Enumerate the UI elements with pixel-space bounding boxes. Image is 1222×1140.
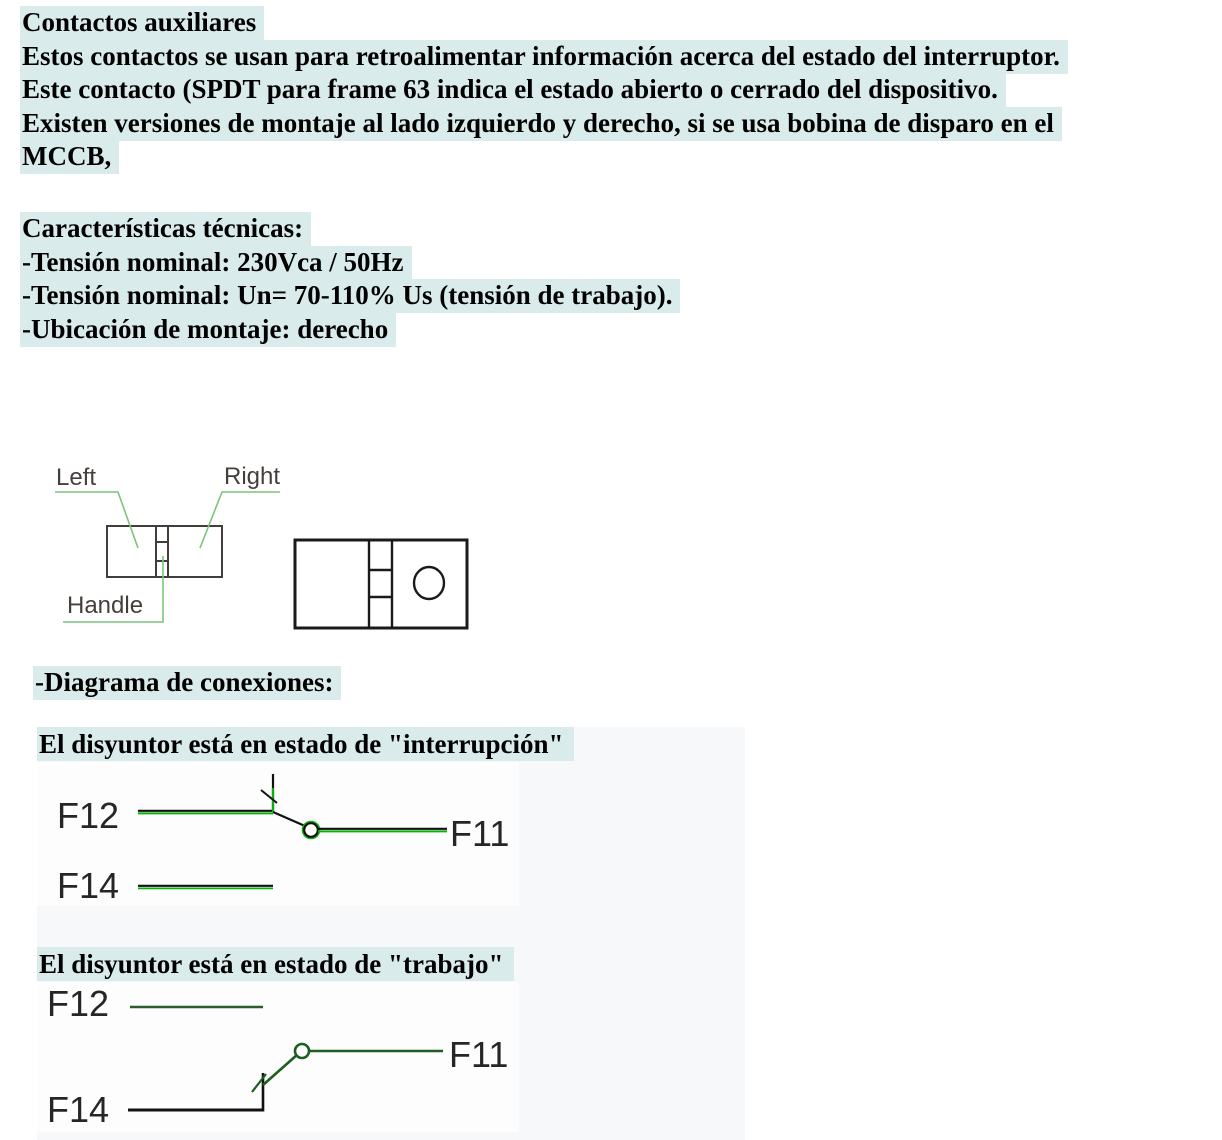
specs-line-range: -Tensión nominal: Un= 70-110% Us (tensión de trabajo). xyxy=(20,279,680,313)
text-line xyxy=(20,212,680,246)
intro-line-4: Existen versiones de montaje al lado izquierdo y derecho, si se usa bobina de disparo en el xyxy=(20,107,1062,141)
spdt-switch-closed-symbol xyxy=(128,1007,443,1112)
breaker-body-outline xyxy=(107,526,222,577)
intro-line-2: Estos contactos se usan para retroalimentar información acerca del estado del interruptor. xyxy=(20,40,1068,74)
text-line xyxy=(20,40,1068,74)
terminal-label-f12: F12 xyxy=(57,795,120,836)
mounting-drawings xyxy=(40,455,490,645)
terminal-label-f14: F14 xyxy=(57,865,120,906)
diagram1-area xyxy=(37,762,519,906)
specs-line-mounting: -Ubicación de montaje: derecho xyxy=(20,313,396,347)
connections-heading-block xyxy=(33,666,341,700)
side-view-drawing xyxy=(295,540,467,628)
text-line xyxy=(20,313,680,347)
specs-title: Características técnicas: xyxy=(20,212,311,246)
spdt-switch-open-symbol xyxy=(138,774,447,888)
text-line xyxy=(20,246,680,280)
intro-paragraph xyxy=(20,6,1068,174)
diagram1-title: El disyuntor está en estado de "interrupción" xyxy=(37,727,574,761)
contact-pivot-circle xyxy=(295,1044,309,1058)
handle-label: Handle xyxy=(67,592,144,619)
diagram1-title-line xyxy=(37,727,574,761)
intro-line-1: Contactos auxiliares xyxy=(20,6,264,40)
handle-position-drawing xyxy=(107,526,222,577)
text-line xyxy=(20,6,1068,40)
terminal-label-f12: F12 xyxy=(47,983,110,1024)
mounting-drawings-svg xyxy=(40,455,490,640)
left-label: Left xyxy=(56,464,97,491)
diagram2-title-line xyxy=(37,947,514,981)
mounting-hole-circle xyxy=(414,567,444,599)
text-line xyxy=(20,140,1068,174)
connections-heading: -Diagrama de conexiones: xyxy=(33,666,341,700)
diagram2-svg xyxy=(37,982,519,1132)
intro-line-5: MCCB, xyxy=(20,140,119,174)
text-line xyxy=(33,666,341,700)
right-leader-line xyxy=(200,492,280,548)
terminal-label-f11: F11 xyxy=(449,1034,509,1075)
text-line xyxy=(20,107,1068,141)
diagram1-svg xyxy=(37,762,519,906)
terminal-label-f11: F11 xyxy=(450,813,510,854)
text-line xyxy=(20,73,1068,107)
connection-diagrams-card xyxy=(37,727,745,1140)
intro-line-3: Este contacto (SPDT para frame 63 indica el estado abierto o cerrado del dispositivo. xyxy=(20,73,1006,107)
left-leader-line xyxy=(55,492,138,548)
terminal-label-f14: F14 xyxy=(47,1089,110,1130)
diagram2-title: El disyuntor está en estado de "trabajo" xyxy=(37,947,514,981)
specs-paragraph xyxy=(20,212,680,346)
breaker-body-outline-2 xyxy=(295,540,467,628)
right-label: Right xyxy=(224,463,281,490)
specs-line-voltage: -Tensión nominal: 230Vca / 50Hz xyxy=(20,246,412,280)
diagram2-area xyxy=(37,982,519,1132)
text-line xyxy=(20,279,680,313)
